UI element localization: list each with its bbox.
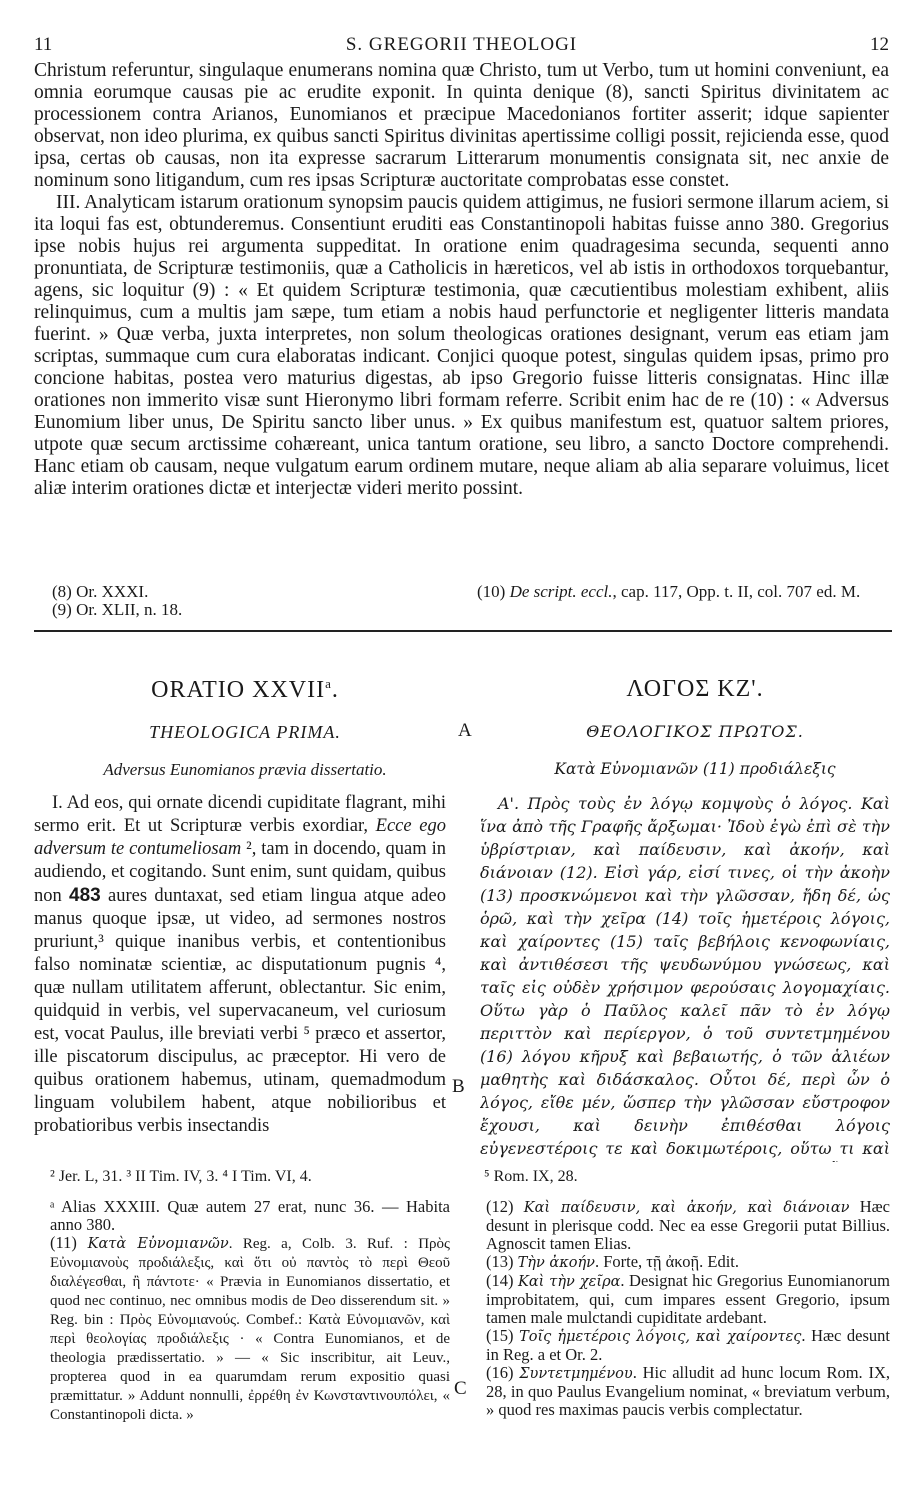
footnote-12: (12) Καὶ παίδευσιν, καὶ ἀκοήν, καὶ διάνοιαν Hæc desunt in plerisque codd. Nec ea esse Gregorii putat Billius. Agnoscit tamen Elias. [486,1198,890,1253]
greek-subtitle: ΘΕΟΛΟΓΙΚΟΣ ΠΡΩΤΟΣ. [586,722,804,741]
intro-paragraph: III. Analyticam istarum orationum synopsim paucis quidem attigimus, ne fusiori sermone illarum aciem, si ita loqui fas est, obtunderemus. Consentiunt eruditi eas Constantinopoli habitas fuisse anno 380. Gregorius ipse nobis hujus rei argumenta suppeditat. In oratione enim quadragesima secunda, sequenti anno pronuntiata, de Scripturæ testimoniis, quæ a Catholicis in hæreticos, vel ab istis in orthodoxos torquebantur, agens, sic loquitur (9) : « Et quidem Scripturæ testimonia, quæ cæcutientibus molestiam exhibent, aliis relinquimus, cum a multis jam sæpe, tum etiam a nobis haud perfunctorie et negligenter litteris mandata fuerint. » Quæ verba, juxta interpretes, non solum theologicas orationes designant, verum eas etiam jam scriptas, summaque cum cura elaboratas indicant. Conjici quoque potest, singulas quidem ipsas, primo pro concione habitas, postea vero maturius digestas, ab ipso Gregorio fuisse litteris consignatas. Hinc illæ orationes non immerito visæ sunt Hieronymo libri formam referre. Scribit enim hac de re (10) : « Adversus Eunomium liber unus, De Spiritu sancto liber unus. » Ex quibus manifestum est, quatuor saltem priores, utpote quæ secum arctissime cohæreant, unica tantum oratione, seu libro, a sancto Doctore comprehendi. Hanc etiam ob causam, neque vulgatum earum ordinem mutare, neque aliam ab alia separare voluimus, licet aliæ interim orationes dictæ et interjectæ videri merito possint. [34,192,889,499]
footnote-9: (9) Or. XLII, n. 18. [52,600,183,619]
footnotes-right [486,1198,890,1498]
intro-footnotes-right [477,583,897,601]
intro-paragraph: Christum referuntur, singulaque enumerans nomina quæ Christo, tum ut Verbo, tum ut homini conveniunt, ea omnia eorumque causas pie ac erudite exponit. In quinta denique (8), sancti Spiritus divinitatem ac processionem contra Arianos, Eunomianos et præcipue Macedonianos fortiter asserit; idque sapienter observat, non ideo plurima, ex quibus sancti Spiritus divinitas apertissime colligi possit, rejicienda esse, quod ipsa, certas ob causas, non ita expresse sacrarum Litterarum monumentis consignata sit, nec anxie de nominum sono litigandum, cum res ipsas Scripturæ auctoritate comprobatas esse constet. [34,60,889,191]
footnote-8: (8) Or. XXXI. [52,582,149,601]
footnote-11: (11) Κατὰ Εὐνομιανῶν. Reg. a, Colb. 3. Ruf. : Πρὸς Εὐνομιανοὺς προδιάλεξις, καὶ ὅτι οὐ παντὸς τὸ περὶ Θεοῦ διαλέγεσθαι, ἢ πάντοτε· « Prævia in Eunomianos dissertatio, et quod nec continuo, nec omnibus modis de Deo disserendum sit. » Reg. bin : Πρὸς Εὐνομιανούς. Combef.: Κατὰ Εὐνομιανῶν, καὶ περὶ θεολογίας προδιάλεξις · « Contra Eunomianos, et de theologia prædissertatio. » — « Sic inscribitur, ait Leuv., propterea quod in ea quarumdam rerum expositio quasi præmittatur. » Addunt nonnulli, ἐρρέθη ἐν Κωνσταντινουπόλει, « Constantinopoli dicta. » [50,1233,450,1423]
footnote-a: ᵃ Alias XXXIII. Quæ autem 27 erat, nunc 36. — Habita anno 380. [50,1198,450,1234]
latin-argument: Adversus Eunomianos prævia dissertatio. [103,760,387,779]
section-divider [34,630,892,632]
page-number-right: 12 [870,34,889,55]
footnote-14: (14) Καὶ τὴν χεῖρα. Designat hic Gregorius Eunomianorum improbitatem, qui, cum impares essent Gregorio, ipsum tamen male mulctandi cupiditate ardebant. [486,1271,890,1327]
greek-column: Α'. Πρὸς τοὺς ἐν λόγῳ κομψοὺς ὁ λόγος. Καὶ ἵνα ἀπὸ τῆς Γραφῆς ἄρξωμαι· Ἰδοὺ ἐγὼ ἐπὶ σὲ τὴν ὑβρίστριαν, καὶ παίδευσιν, καὶ ἀκοήν, καὶ διάνοιαν (12). Εἰσὶ γάρ, εἰσί τινες, οἱ τὴν ἀκοὴν (13) προσκνώμενοι καὶ τὴν γλῶσσαν, ἤδη δέ, ὡς ὁρῶ, καὶ τὴν χεῖρα (14) τοῖς ἡμετέροις λόγοις, καὶ χαίροντες (15) ταῖς βεβήλοις κενοφωνίαις, καὶ ἀντιθέσεσι τῆς ψευδωνύμου γνώσεως, καὶ ταῖς εἰς οὐδὲν χρήσιμον φερούσαις λογομαχίαις. Οὕτω γὰρ ὁ Παῦλος καλεῖ πᾶν τὸ ἐν λόγῳ περιττὸν καὶ περίεργον, ὁ τοῦ συντετμημένου (16) λόγου κῆρυξ καὶ βεβαιωτής, ὁ τῶν ἁλιέων μαθητὴς καὶ διδάσκαλος. Οὗτοι δέ, περὶ ὧν ὁ λόγος, εἴθε μέν, ὥσπερ τὴν γλῶσσαν εὔστροφον ἔχουσι, καὶ δεινὴν ἐπιθέσθαι λόγοις εὐγενεστέροις τε καὶ δοκιμωτέροις, οὕτω τι καὶ [480,794,890,1158]
running-title: S. GREGORII THEOLOGI [345,34,578,55]
intro-footnotes-left [52,583,452,619]
introduction-text [34,60,889,500]
page-number-left: 11 [34,34,53,55]
footnote-15: (15) Τοῖς ἡμετέροις λόγοις, καὶ χαίροντες. Hæc desunt in Reg. a et Or. 2. [486,1326,890,1364]
margin-letter-a: A [458,720,472,741]
scripture-references-left: ² Jer. L, 31. ³ II Tim. IV, 3. ⁴ I Tim. VI, 4. [50,1168,312,1185]
footnote-13: (13) Τὴν ἀκοήν. Forte, τῇ ἀκοῇ. Edit. [486,1252,740,1271]
latin-title: ORATIO XXVII$^a$. [151,676,339,703]
latin-column: I. Ad eos, qui ornate dicendi cupiditate flagrant, mihi sermo erit. Et ut Scripturæ verbis exordiar, Ecce ego adversum te contumeliosam ², tam in docendo, quam in audiendo, et cogitando. Sunt enim, sunt quidam, quibus non 483 aures duntaxat, sed etiam lingua atque adeo manus quoque ipsæ, ut video, ad sermones nostros pruriunt,³ quique inanibus verbis, et contentionibus falso nominatæ scientiæ, ac disputationum pugnis ⁴, quæ nullam utilitatem afferunt, oblectantur. Sic enim, quidquid in verbis, vel supervacaneum, vel curiosum est, vocat Paulus, ille breviati verbi ⁵ præco et assertor, ille piscatorum discipulus, ac præceptor. Hi vero de quibus orationem habemus, utinam, quemadmodum linguam volubilem habent, atque nobilioribus et probatioribus verbis insectandis [34,793,446,1136]
scripture-references-right: ⁵ Rom. IX, 28. [484,1168,578,1185]
latin-subtitle: THEOLOGICA PRIMA. [149,722,341,742]
margin-letter-c: C [454,1378,467,1399]
scripture-quote: Ecce ego adversum te contumeliosam [34,816,446,859]
footnote-10: (10) De script. eccl., cap. 117, Opp. t. II, col. 707 ed. M. [477,582,861,601]
running-header [34,34,889,58]
footnote-16: (16) Συντετμημένου. Hic alludit ad hunc locum Rom. IX, 28, in quo Paulus Evangelium nominat, « breviatum verbum, » quod res maximas paucis verbis complectatur. [486,1363,890,1419]
greek-argument: Κατὰ Εὐνομιανῶν (11) προδιάλεξις [554,760,836,778]
page-marker: 483 [69,885,101,906]
margin-letter-b: B [452,1076,465,1097]
footnotes-left [50,1198,450,1498]
greek-title: ΛΟΓΟΣ ΚΖ'. [626,676,764,702]
